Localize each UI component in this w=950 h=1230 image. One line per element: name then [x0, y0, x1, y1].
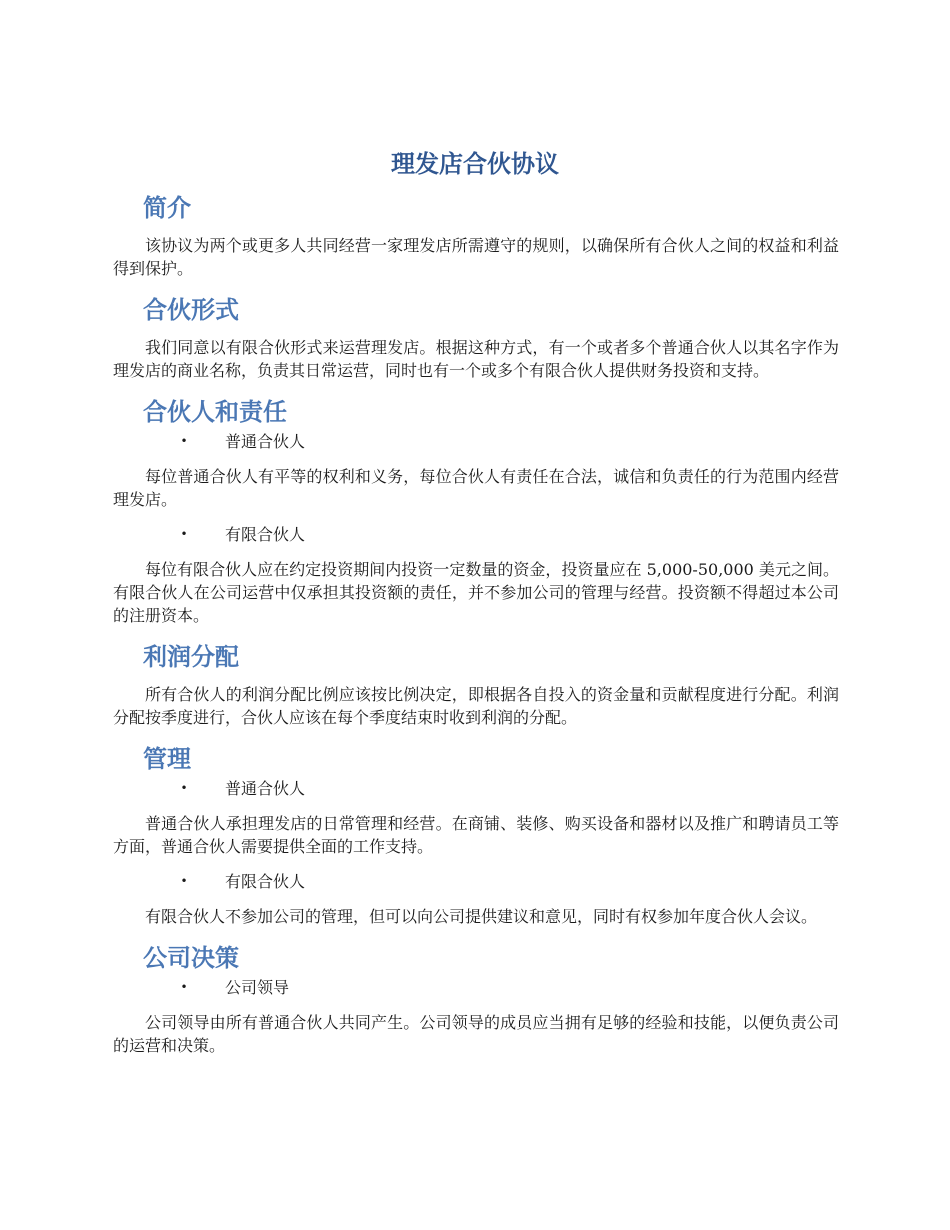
bullet-icon: • — [180, 434, 188, 448]
document-title: 理发店合伙协议 — [391, 150, 559, 178]
bullet-icon: • — [180, 980, 188, 994]
document-body — [113, 190, 839, 1057]
bullet-label-general-partner: 普通合伙人 — [225, 432, 306, 451]
intro-paragraph: 该协议为两个或更多人共同经营一家理发店所需遵守的规则，以确保所有合伙人之间的权益和利益得到保护。 — [113, 236, 839, 278]
section-heading-form: 合伙形式 — [143, 296, 239, 324]
section-heading-profit: 利润分配 — [143, 643, 239, 671]
bullet-icon: • — [180, 874, 188, 888]
list-item — [113, 777, 839, 800]
section-heading-decisions: 公司决策 — [143, 944, 239, 972]
profit-paragraph: 所有合伙人的利润分配比例应该按比例决定，即根据各自投入的资金量和贡献程度进行分配。利润分配按季度进行，合伙人应该在每个季度结束时收到利润的分配。 — [113, 685, 839, 727]
bullet-label-mgmt-limited-partner: 有限合伙人 — [225, 872, 306, 891]
mgmt-general-partner-paragraph: 普通合伙人承担理发店的日常管理和经营。在商铺、装修、购买设备和器材以及推广和聘请员工等方面，普通合伙人需要提供全面的工作支持。 — [113, 814, 839, 856]
general-partner-paragraph: 每位普通合伙人有平等的权利和义务，每位合伙人有责任在合法，诚信和负责任的行为范围内经营理发店。 — [113, 467, 839, 509]
limited-partner-paragraph: 每位有限合伙人应在约定投资期间内投资一定数量的资金，投资量应在 5,000-50,000 美元之间。有限合伙人在公司运营中仅承担其投资额的责任，并不参加公司的管理与经营。投资额不得超过本公司的注册资本。 — [113, 560, 839, 625]
section-heading-partners: 合伙人和责任 — [143, 398, 287, 426]
list-item — [113, 870, 839, 893]
bullet-label-mgmt-general-partner: 普通合伙人 — [225, 779, 306, 798]
list-item — [113, 976, 839, 999]
form-paragraph: 我们同意以有限合伙形式来运营理发店。根据这种方式，有一个或者多个普通合伙人以其名字作为理发店的商业名称，负责其日常运营，同时也有一个或多个有限合伙人提供财务投资和支持。 — [113, 338, 839, 380]
bullet-icon: • — [180, 527, 188, 541]
bullet-label-limited-partner: 有限合伙人 — [225, 525, 306, 544]
bullet-icon: • — [180, 781, 188, 795]
section-heading-management: 管理 — [143, 745, 191, 773]
section-heading-intro: 简介 — [143, 194, 191, 222]
bullet-label-company-leader: 公司领导 — [225, 978, 290, 997]
list-item — [113, 430, 839, 453]
mgmt-limited-partner-paragraph: 有限合伙人不参加公司的管理，但可以向公司提供建议和意见，同时有权参加年度合伙人会议。 — [145, 907, 818, 926]
list-item — [113, 523, 839, 546]
company-leader-paragraph: 公司领导由所有普通合伙人共同产生。公司领导的成员应当拥有足够的经验和技能，以便负责公司的运营和决策。 — [113, 1013, 839, 1055]
